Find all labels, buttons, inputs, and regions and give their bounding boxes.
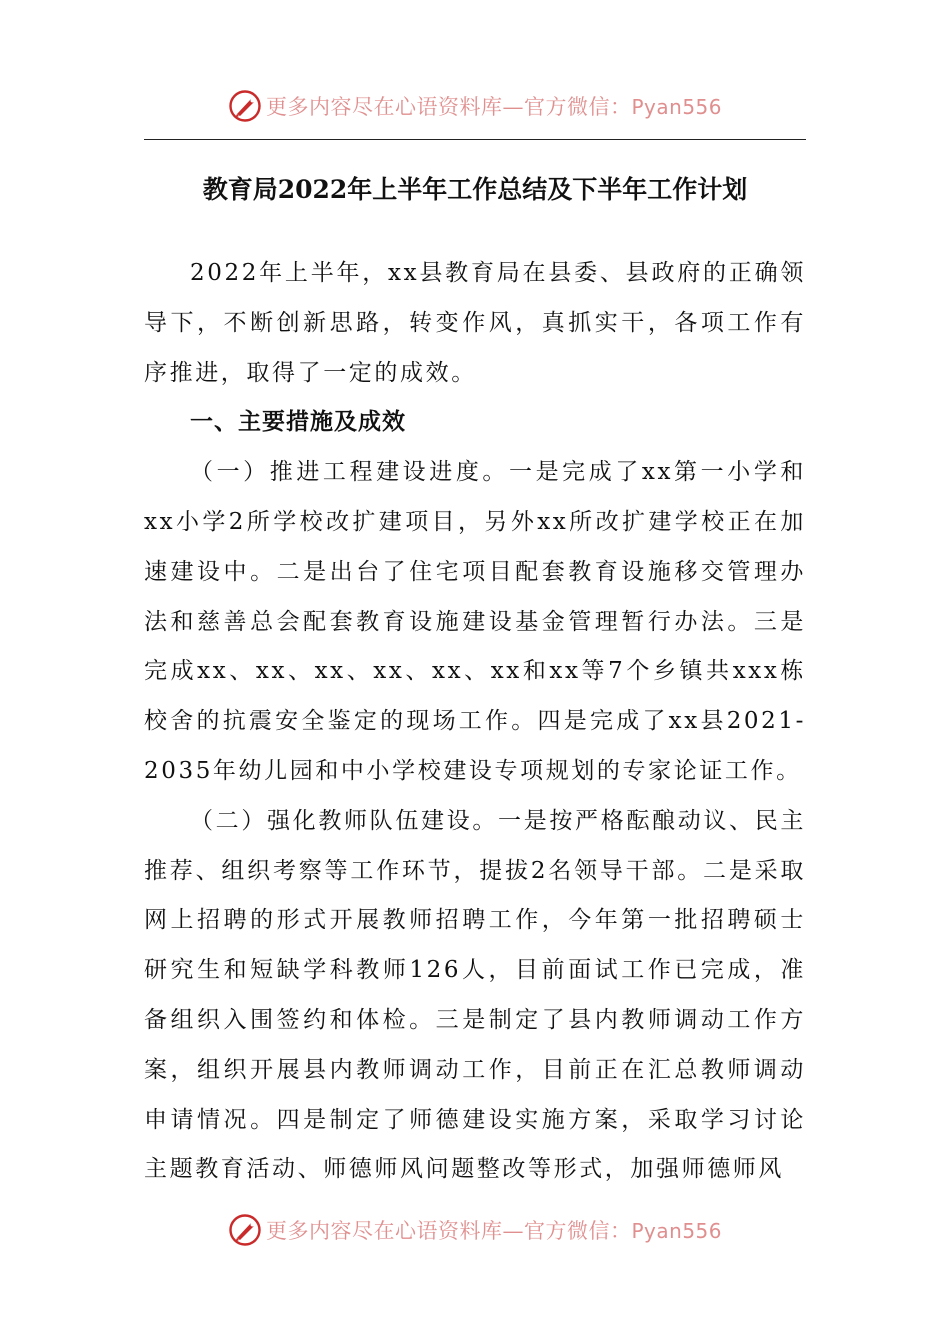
watermark-text: 更多内容尽在心语资料库—官方微信：Pyan556 — [265, 1219, 722, 1243]
document-title: 教育局2022年上半年工作总结及下半年工作计划 — [202, 175, 748, 204]
watermark-id: Pyan556 — [631, 95, 722, 119]
intro-paragraph: 2022年上半年，xx县教育局在县委、县政府的正确领导下，不断创新思路，转变作风，真抓实干，各项工作有序推进，取得了一定的成效。 — [144, 260, 806, 386]
body-paragraph-1: （一）推进工程建设进度。一是完成了xx第一小学和xx小学2所学校改扩建项目，另外xx所改扩建学校正在加速建设中。二是出台了住宅项目配套教育设施移交管理办法和慈善总会配套教育设施建设基金管理暂行办法。三是完成xx、xx、xx、xx、xx、xx和xx等7个乡镇共xxx栋校舍的抗震安全鉴定的现场工作。四是完成了xx县2021-2035年幼儿园和中小学校建设专项规划的专家论证工作。 — [144, 459, 806, 784]
section-heading: 一、主要措施及成效 — [190, 409, 406, 436]
pen-circle-logo-icon — [228, 89, 262, 123]
watermark-id: Pyan556 — [631, 1219, 722, 1243]
header-divider — [144, 139, 806, 140]
pen-circle-logo-icon — [228, 1213, 262, 1247]
watermark-text: 更多内容尽在心语资料库—官方微信：Pyan556 — [265, 95, 722, 119]
document-body — [144, 249, 806, 1195]
watermark-footer — [0, 1208, 950, 1252]
body-paragraph-2: （二）强化教师队伍建设。一是按严格酝酿动议、民主推荐、组织考察等工作环节，提拔2名领导干部。二是采取网上招聘的形式开展教师招聘工作，今年第一批招聘硕士研究生和短缺学科教师126人，目前面试工作已完成，准备组织入围签约和体检。三是制定了县内教师调动工作方案，组织开展县内教师调动工作，目前正在汇总教师调动申请情况。四是制定了师德建设实施方案，采取学习讨论主题教育活动、师德师风问题整改等形式，加强师德师风 — [144, 807, 806, 1183]
watermark-header — [0, 84, 950, 128]
